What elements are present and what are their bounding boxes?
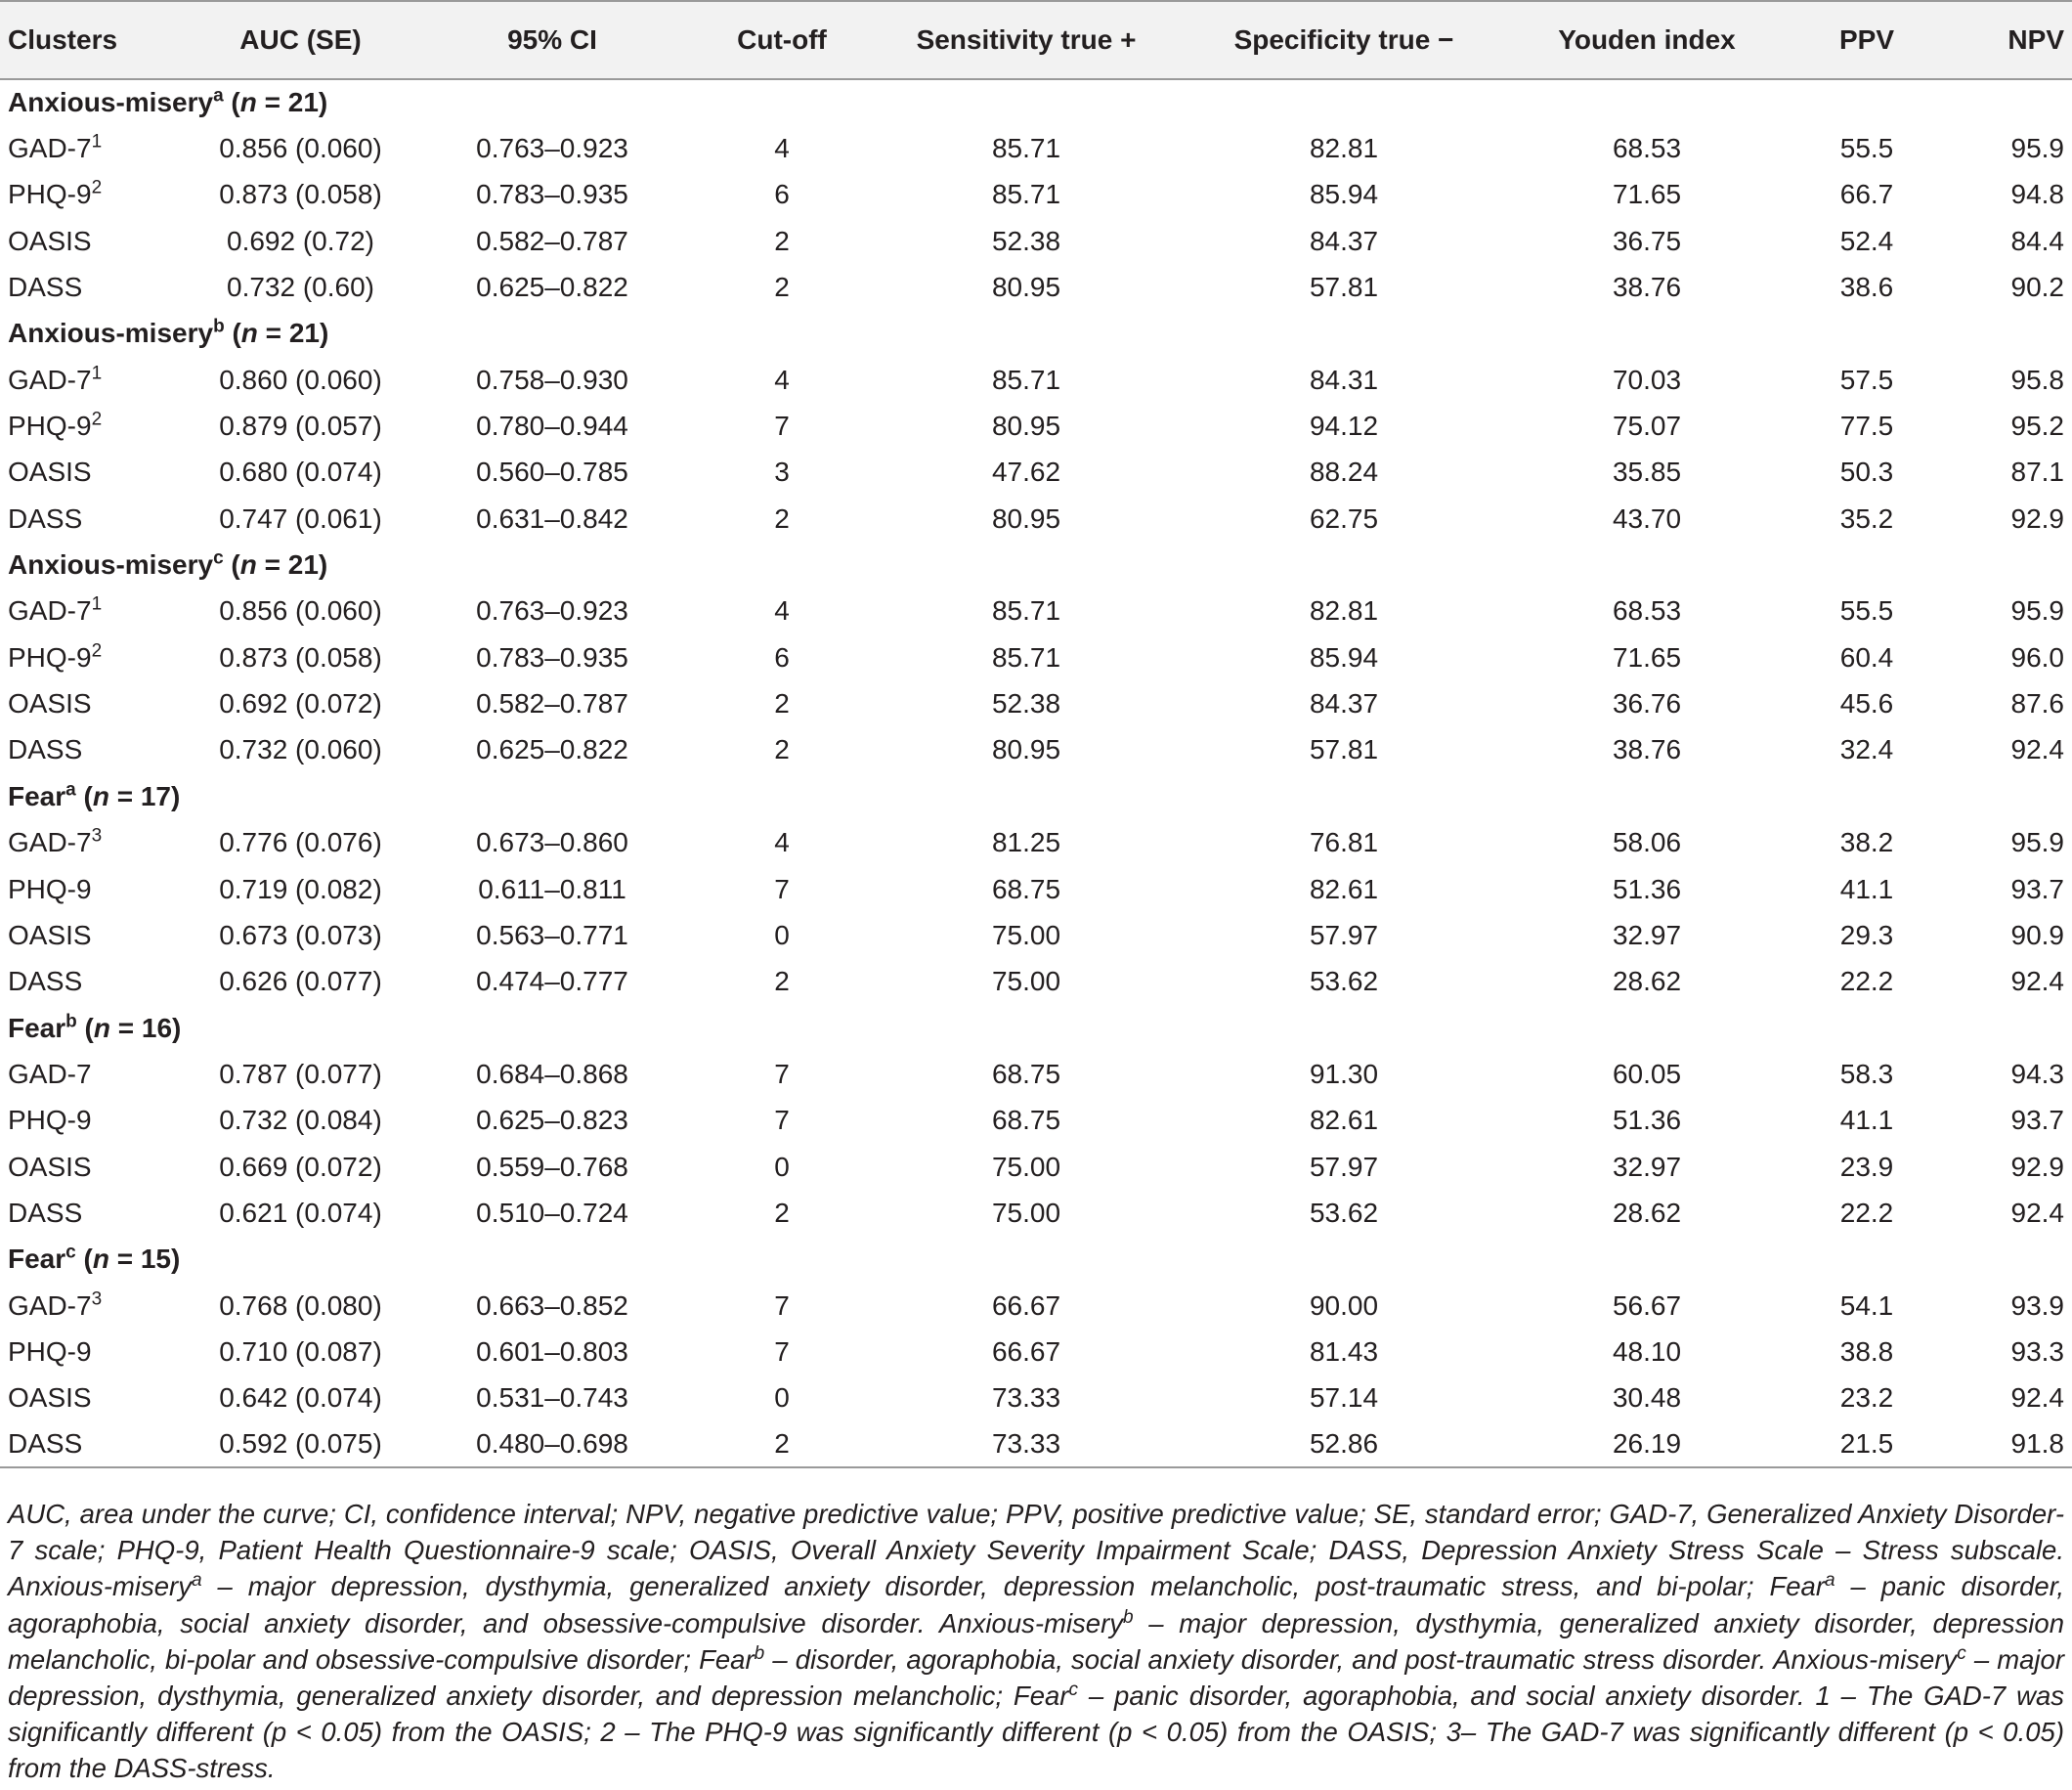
cell-cut-off: 2: [774, 966, 790, 997]
cell-npv: 93.7: [2010, 873, 2064, 904]
cell-youden-index: 35.85: [1612, 457, 1682, 488]
cell-specificity: 57.81: [1309, 734, 1379, 765]
column-header-youden-index: Youden index: [1500, 1, 1793, 79]
cell-ppv: 38.2: [1839, 827, 1894, 858]
table-row: [0, 1190, 2072, 1236]
table-row: [0, 959, 2072, 1005]
cell-specificity: 82.81: [1309, 595, 1379, 627]
cell-specificity: 57.97: [1309, 919, 1379, 950]
table-row: [0, 589, 2072, 634]
cell-npv: 93.3: [2010, 1335, 2064, 1367]
cell-cut-off: 2: [774, 502, 790, 534]
measure-cell: DASS: [8, 734, 83, 765]
cell-auc-se: 0.621 (0.074): [219, 1197, 382, 1228]
footnote-fear-a: Fear$^a$ – panic disorder, agoraphobia, social anxiety disorder, and obsessive-compulsive disorder.: [8, 1570, 2064, 1638]
cell-npv: 90.9: [2010, 919, 2064, 950]
group-row: [0, 542, 2072, 588]
group-row: [0, 1237, 2072, 1283]
cell-ppv: 58.3: [1839, 1058, 1894, 1089]
footnote-fear-b: Fear$^b$ – disorder, agoraphobia, social anxiety disorder, and post-traumatic stress disorder.: [699, 1642, 1774, 1675]
cell-auc-se: 0.768 (0.080): [219, 1289, 382, 1321]
cell-cut-off: 2: [774, 272, 790, 303]
table-row: [0, 680, 2072, 726]
table-row: [0, 820, 2072, 866]
table-body: [0, 79, 2072, 1467]
cell-specificity: 85.94: [1309, 179, 1379, 210]
cell-ppv: 66.7: [1839, 179, 1894, 210]
cell-youden-index: 26.19: [1500, 1421, 1793, 1467]
cell-ppv: 32.4: [1839, 734, 1894, 765]
cell-cut-off: 6: [774, 179, 790, 210]
cell-youden-index: 36.76: [1612, 688, 1682, 720]
table-row: [0, 634, 2072, 680]
cell-cut-off: 7: [774, 1105, 790, 1136]
cell-npv: 95.9: [2010, 827, 2064, 858]
table-row: [0, 125, 2072, 171]
measure-cell: OASIS: [8, 919, 92, 950]
cell-auc-se: 0.642 (0.074): [219, 1382, 382, 1414]
footnote-significance: 1 – The GAD-7 was significantly different (p < 0.05) from the OASIS; 2 – The PHQ-9 was significantly different (p < 0.05) from the OASIS; 3– The GAD-7 was significantly different (p < 0.05) from the DASS-stress.: [8, 1681, 2065, 1784]
table-row: [0, 403, 2072, 449]
cell-sensitivity: 85.71: [991, 641, 1061, 673]
cell-sensitivity: 80.95: [991, 411, 1061, 442]
cell-sensitivity: 68.75: [991, 1105, 1061, 1136]
cell-ppv: 45.6: [1839, 688, 1894, 720]
cell-auc-se: 0.732 (0.60): [227, 272, 374, 303]
cell-sensitivity: 85.71: [991, 179, 1061, 210]
table-row: [0, 1098, 2072, 1144]
column-header-ci-95: 95% CI: [406, 1, 699, 79]
cell-specificity: 81.43: [1309, 1335, 1379, 1367]
cell-sensitivity: 80.95: [991, 502, 1061, 534]
cell-auc-se: 0.776 (0.076): [219, 827, 382, 858]
cell-npv: 94.8: [2010, 179, 2064, 210]
cell-youden-index: 51.36: [1612, 873, 1682, 904]
measure-cell: OASIS: [8, 688, 92, 720]
cell-ci-95: 0.474–0.777: [476, 966, 628, 997]
cell-youden-index: 28.62: [1612, 966, 1682, 997]
cell-ppv: 22.2: [1839, 966, 1894, 997]
cell-npv: 92.4: [2010, 966, 2064, 997]
cell-youden-index: 56.67: [1612, 1289, 1682, 1321]
cell-auc-se: 0.626 (0.077): [219, 966, 382, 997]
measure-cell: OASIS: [8, 1151, 92, 1182]
footnote-abbreviations: AUC, area under the curve; CI, confidence interval; NPV, negative predictive value; PPV, positive predictive value; SE, standard error; GAD-7, Generalized Anxiety Disorder-7 scale; PHQ-9, Patient Health Questionnaire-9 scale; OASIS, Overall Anxiety Severity Impairment Scale; DASS, Depression Anxiety Stress Scale – Stress subscale.: [8, 1499, 2064, 1566]
cell-ppv: 38.6: [1839, 272, 1894, 303]
cell-npv: 93.9: [2010, 1289, 2064, 1321]
cell-specificity: 94.12: [1309, 411, 1379, 442]
cell-specificity: 88.24: [1309, 457, 1379, 488]
cell-ci-95: 0.625–0.822: [476, 734, 628, 765]
cell-youden-index: 32.97: [1612, 919, 1682, 950]
cell-ppv: 55.5: [1839, 595, 1894, 627]
cell-ci-95: 0.531–0.743: [476, 1382, 628, 1414]
cell-youden-index: 51.36: [1612, 1105, 1682, 1136]
cell-youden-index: 60.05: [1612, 1058, 1682, 1089]
cell-ppv: 22.2: [1839, 1197, 1894, 1228]
measure-cell: GAD-$7^3$: [8, 825, 103, 858]
cell-ci-95: 0.625–0.822: [476, 272, 628, 303]
cell-npv: 94.3: [2010, 1058, 2064, 1089]
cell-ppv: 60.4: [1839, 641, 1894, 673]
cell-auc-se: 0.860 (0.060): [219, 364, 382, 395]
cell-auc-se: 0.673 (0.073): [219, 919, 382, 950]
cell-cut-off: 0: [774, 1382, 790, 1414]
table-header: [0, 1, 2072, 79]
measure-cell: PHQ-9: [8, 1335, 92, 1367]
table-row: [0, 1421, 2072, 1467]
table-row: [0, 912, 2072, 958]
cell-cut-off: 7: [774, 1335, 790, 1367]
measure-cell: GAD-$7^1$: [8, 363, 103, 395]
cell-auc-se: 0.787 (0.077): [219, 1058, 382, 1089]
cell-auc-se: 0.879 (0.057): [219, 411, 382, 442]
cell-cut-off: 4: [774, 827, 790, 858]
cell-youden-index: 30.48: [1612, 1382, 1682, 1414]
cell-ppv: 55.5: [1839, 133, 1894, 164]
measure-cell: PHQ-$9^2$: [8, 640, 103, 673]
cell-ci-95: 0.758–0.930: [476, 364, 628, 395]
measure-cell: GAD-$7^1$: [8, 131, 103, 164]
cell-youden-index: 48.10: [1612, 1335, 1682, 1367]
cell-sensitivity: 66.67: [991, 1335, 1061, 1367]
cell-ppv: 38.8: [1839, 1335, 1894, 1367]
cell-specificity: 84.37: [1309, 225, 1379, 256]
table-row: [0, 866, 2072, 912]
cell-cut-off: 7: [774, 1289, 790, 1321]
column-header-auc-se: AUC (SE): [195, 1, 406, 79]
measure-cell: DASS: [8, 502, 83, 534]
cell-sensitivity: 85.71: [991, 595, 1061, 627]
cell-ci-95: 0.631–0.842: [476, 502, 628, 534]
cell-auc-se: 0.747 (0.061): [219, 502, 382, 534]
cell-sensitivity: 75.00: [991, 966, 1061, 997]
footnote-anxious-misery-a: Anxious-misery$^a$ – major depression, dysthymia, generalized anxiety disorder, depression melancholic, post-traumatic stress, and bi-polar;: [8, 1570, 1770, 1602]
cell-sensitivity: 66.67: [991, 1289, 1061, 1321]
cell-sensitivity: 52.38: [991, 688, 1061, 720]
cell-npv: 93.7: [2010, 1105, 2064, 1136]
cell-specificity: 57.14: [1309, 1382, 1379, 1414]
cell-cut-off: 2: [774, 688, 790, 720]
cell-sensitivity: 68.75: [991, 1058, 1061, 1089]
cell-auc-se: 0.680 (0.074): [219, 457, 382, 488]
cell-specificity: 85.94: [1309, 641, 1379, 673]
cell-cut-off: 0: [774, 1151, 790, 1182]
cell-sensitivity: 85.71: [991, 133, 1061, 164]
cell-ci-95: 0.663–0.852: [476, 1289, 628, 1321]
cell-npv: 92.4: [2010, 734, 2064, 765]
cell-ppv: 52.4: [1839, 225, 1894, 256]
cell-specificity: 53.62: [1309, 966, 1379, 997]
group-row: [0, 773, 2072, 819]
measure-cell: OASIS: [8, 457, 92, 488]
cell-ppv: 50.3: [1839, 457, 1894, 488]
cell-cut-off: 7: [774, 1058, 790, 1089]
column-header-clusters: Clusters: [0, 1, 195, 79]
cell-auc-se: 0.732 (0.084): [219, 1105, 382, 1136]
footnote-fear-c: Fear$^c$ – panic disorder, agoraphobia, and social anxiety disorder.: [1013, 1679, 1816, 1712]
cell-youden-index: 32.97: [1612, 1151, 1682, 1182]
cell-youden-index: 36.75: [1612, 225, 1682, 256]
cell-cut-off: 6: [774, 641, 790, 673]
cell-sensitivity: 75.00: [991, 919, 1061, 950]
cell-ppv: 23.2: [1839, 1382, 1894, 1414]
group-label: Fear$^b$ (n = 16): [8, 1011, 182, 1043]
cell-ci-95: 0.563–0.771: [476, 919, 628, 950]
cell-youden-index: 68.53: [1612, 595, 1682, 627]
cell-sensitivity: 80.95: [991, 272, 1061, 303]
cell-auc-se: 0.692 (0.72): [227, 225, 374, 256]
measure-cell: GAD-$7^1$: [8, 594, 103, 627]
table-row: [0, 264, 2072, 310]
cell-npv: 92.4: [2010, 1382, 2064, 1414]
measure-cell: PHQ-9: [8, 873, 92, 904]
cell-youden-index: 75.07: [1612, 411, 1682, 442]
cell-specificity: 82.61: [1309, 873, 1379, 904]
cell-sensitivity: 75.00: [991, 1197, 1061, 1228]
cell-auc-se: 0.669 (0.072): [219, 1151, 382, 1182]
measure-cell: OASIS: [8, 1382, 92, 1414]
measure-cell: DASS: [8, 1197, 83, 1228]
cell-cut-off: 2: [699, 1421, 865, 1467]
cell-auc-se: 0.856 (0.060): [219, 595, 382, 627]
cell-sensitivity: 47.62: [991, 457, 1061, 488]
table-row: [0, 357, 2072, 403]
group-row: [0, 1005, 2072, 1051]
cell-auc-se: 0.592 (0.075): [195, 1421, 406, 1467]
cell-sensitivity: 73.33: [865, 1421, 1187, 1467]
cell-ci-95: 0.625–0.823: [476, 1105, 628, 1136]
header-row: [0, 1, 2072, 79]
footnote-anxious-misery-c: Anxious-misery$^c$ – major depression, dysthymia, generalized anxiety disorder, and depression melancholic;: [8, 1642, 2064, 1712]
group-label: Fear$^a$ (n = 17): [8, 779, 181, 811]
cell-sensitivity: 68.75: [991, 873, 1061, 904]
cell-ppv: 57.5: [1839, 364, 1894, 395]
cell-ppv: 41.1: [1839, 1105, 1894, 1136]
cell-youden-index: 70.03: [1612, 364, 1682, 395]
cell-npv: 90.2: [2010, 272, 2064, 303]
table-row: [0, 1283, 2072, 1329]
cell-specificity: 84.31: [1309, 364, 1379, 395]
cell-auc-se: 0.856 (0.060): [219, 133, 382, 164]
cell-sensitivity: 85.71: [991, 364, 1061, 395]
cell-ci-95: 0.763–0.923: [476, 595, 628, 627]
cell-ci-95: 0.559–0.768: [476, 1151, 628, 1182]
cell-ci-95: 0.783–0.935: [476, 641, 628, 673]
cell-npv: 95.9: [2010, 133, 2064, 164]
cell-ci-95: 0.510–0.724: [476, 1197, 628, 1228]
group-label: Anxious-misery$^c$ (n = 21): [8, 547, 328, 581]
cell-sensitivity: 81.25: [991, 827, 1061, 858]
cell-npv: 87.1: [2010, 457, 2064, 488]
cell-specificity: 90.00: [1309, 1289, 1379, 1321]
cell-cut-off: 4: [774, 364, 790, 395]
cell-specificity: 82.61: [1309, 1105, 1379, 1136]
cell-ci-95: 0.601–0.803: [476, 1335, 628, 1367]
cell-ppv: 77.5: [1839, 411, 1894, 442]
table-row: [0, 172, 2072, 218]
cell-cut-off: 0: [774, 919, 790, 950]
cell-specificity: 84.37: [1309, 688, 1379, 720]
table-row: [0, 1051, 2072, 1097]
cell-sensitivity: 73.33: [991, 1382, 1061, 1414]
column-header-specificity: Specificity true −: [1187, 1, 1500, 79]
cell-specificity: 53.62: [1309, 1197, 1379, 1228]
cell-auc-se: 0.710 (0.087): [219, 1335, 382, 1367]
cell-youden-index: 28.62: [1612, 1197, 1682, 1228]
cell-cut-off: 2: [774, 225, 790, 256]
cell-cut-off: 7: [774, 873, 790, 904]
cell-ppv: 29.3: [1839, 919, 1894, 950]
table-row: [0, 1144, 2072, 1190]
cell-auc-se: 0.873 (0.058): [219, 641, 382, 673]
measure-cell: DASS: [8, 272, 83, 303]
group-row: [0, 311, 2072, 357]
cell-cut-off: 7: [774, 411, 790, 442]
cell-specificity: 52.86: [1187, 1421, 1500, 1467]
table-row: [0, 1375, 2072, 1421]
cell-npv: 84.4: [2010, 225, 2064, 256]
group-row: [0, 79, 2072, 125]
cell-ppv: 41.1: [1839, 873, 1894, 904]
measure-cell: PHQ-9: [8, 1105, 92, 1136]
column-header-ppv: PPV: [1793, 1, 1940, 79]
cell-ci-95: 0.560–0.785: [476, 457, 628, 488]
cell-ci-95: 0.673–0.860: [476, 827, 628, 858]
column-header-cut-off: Cut-off: [699, 1, 865, 79]
cell-specificity: 82.81: [1309, 133, 1379, 164]
cell-cut-off: 2: [774, 734, 790, 765]
cell-ci-95: 0.582–0.787: [476, 688, 628, 720]
measure-cell: OASIS: [8, 225, 92, 256]
cell-npv: 95.2: [2010, 411, 2064, 442]
cell-cut-off: 4: [774, 595, 790, 627]
cell-npv: 96.0: [2010, 641, 2064, 673]
cell-ppv: 23.9: [1839, 1151, 1894, 1182]
measure-cell: DASS: [8, 966, 83, 997]
cell-npv: 95.9: [2010, 595, 2064, 627]
cell-sensitivity: 52.38: [991, 225, 1061, 256]
cell-youden-index: 38.76: [1612, 734, 1682, 765]
cell-sensitivity: 80.95: [991, 734, 1061, 765]
cell-ci-95: 0.480–0.698: [406, 1421, 699, 1467]
cell-youden-index: 38.76: [1612, 272, 1682, 303]
cell-npv: 92.9: [2010, 1151, 2064, 1182]
cell-auc-se: 0.732 (0.060): [219, 734, 382, 765]
cell-ppv: 21.5: [1793, 1421, 1940, 1467]
cell-auc-se: 0.873 (0.058): [219, 179, 382, 210]
column-header-sensitivity: Sensitivity true +: [865, 1, 1187, 79]
measure-cell: PHQ-$9^2$: [8, 178, 103, 210]
measure-cell: DASS: [0, 1421, 195, 1467]
cell-youden-index: 71.65: [1612, 179, 1682, 210]
table-footnote: [8, 1496, 2064, 1787]
measure-cell: GAD-7: [8, 1058, 92, 1089]
cell-ci-95: 0.611–0.811: [478, 873, 626, 904]
cell-ci-95: 0.780–0.944: [476, 411, 628, 442]
cell-npv: 91.8: [1940, 1421, 2072, 1467]
cell-auc-se: 0.692 (0.072): [219, 688, 382, 720]
cell-auc-se: 0.719 (0.082): [219, 873, 382, 904]
measure-cell: GAD-$7^3$: [8, 1288, 103, 1321]
cell-ppv: 35.2: [1839, 502, 1894, 534]
footnote-anxious-misery-b: Anxious-misery$^b$ – major depression, dysthymia, generalized anxiety disorder, depression melancholic, bi-polar and obsessive-compulsive disorder;: [8, 1606, 2064, 1675]
measure-cell: PHQ-$9^2$: [8, 409, 103, 442]
cell-ci-95: 0.582–0.787: [476, 225, 628, 256]
cell-npv: 95.8: [2010, 364, 2064, 395]
cell-specificity: 91.30: [1309, 1058, 1379, 1089]
cell-specificity: 57.81: [1309, 272, 1379, 303]
cell-specificity: 57.97: [1309, 1151, 1379, 1182]
cell-cut-off: 2: [774, 1197, 790, 1228]
cell-sensitivity: 75.00: [991, 1151, 1061, 1182]
column-header-npv: NPV: [1940, 1, 2072, 79]
table-row: [0, 218, 2072, 264]
cell-youden-index: 71.65: [1612, 641, 1682, 673]
cell-ppv: 54.1: [1839, 1289, 1894, 1321]
cell-ci-95: 0.783–0.935: [476, 179, 628, 210]
table-row: [0, 727, 2072, 773]
cell-youden-index: 58.06: [1612, 827, 1682, 858]
cell-cut-off: 3: [774, 457, 790, 488]
cell-npv: 87.6: [2010, 688, 2064, 720]
group-label: Anxious-misery$^b$ (n = 21): [8, 317, 329, 349]
cell-youden-index: 43.70: [1612, 502, 1682, 534]
table-row: [0, 1329, 2072, 1375]
cell-npv: 92.9: [2010, 502, 2064, 534]
cell-youden-index: 68.53: [1612, 133, 1682, 164]
cell-specificity: 76.81: [1309, 827, 1379, 858]
cell-ci-95: 0.684–0.868: [476, 1058, 628, 1089]
cell-ci-95: 0.763–0.923: [476, 133, 628, 164]
group-label: Fear$^c$ (n = 15): [8, 1242, 181, 1275]
group-label: Anxious-misery$^a$ (n = 21): [8, 85, 328, 118]
cell-npv: 92.4: [2010, 1197, 2064, 1228]
table-row: [0, 450, 2072, 496]
cell-cut-off: 4: [774, 133, 790, 164]
table-row: [0, 496, 2072, 542]
cell-specificity: 62.75: [1309, 502, 1379, 534]
